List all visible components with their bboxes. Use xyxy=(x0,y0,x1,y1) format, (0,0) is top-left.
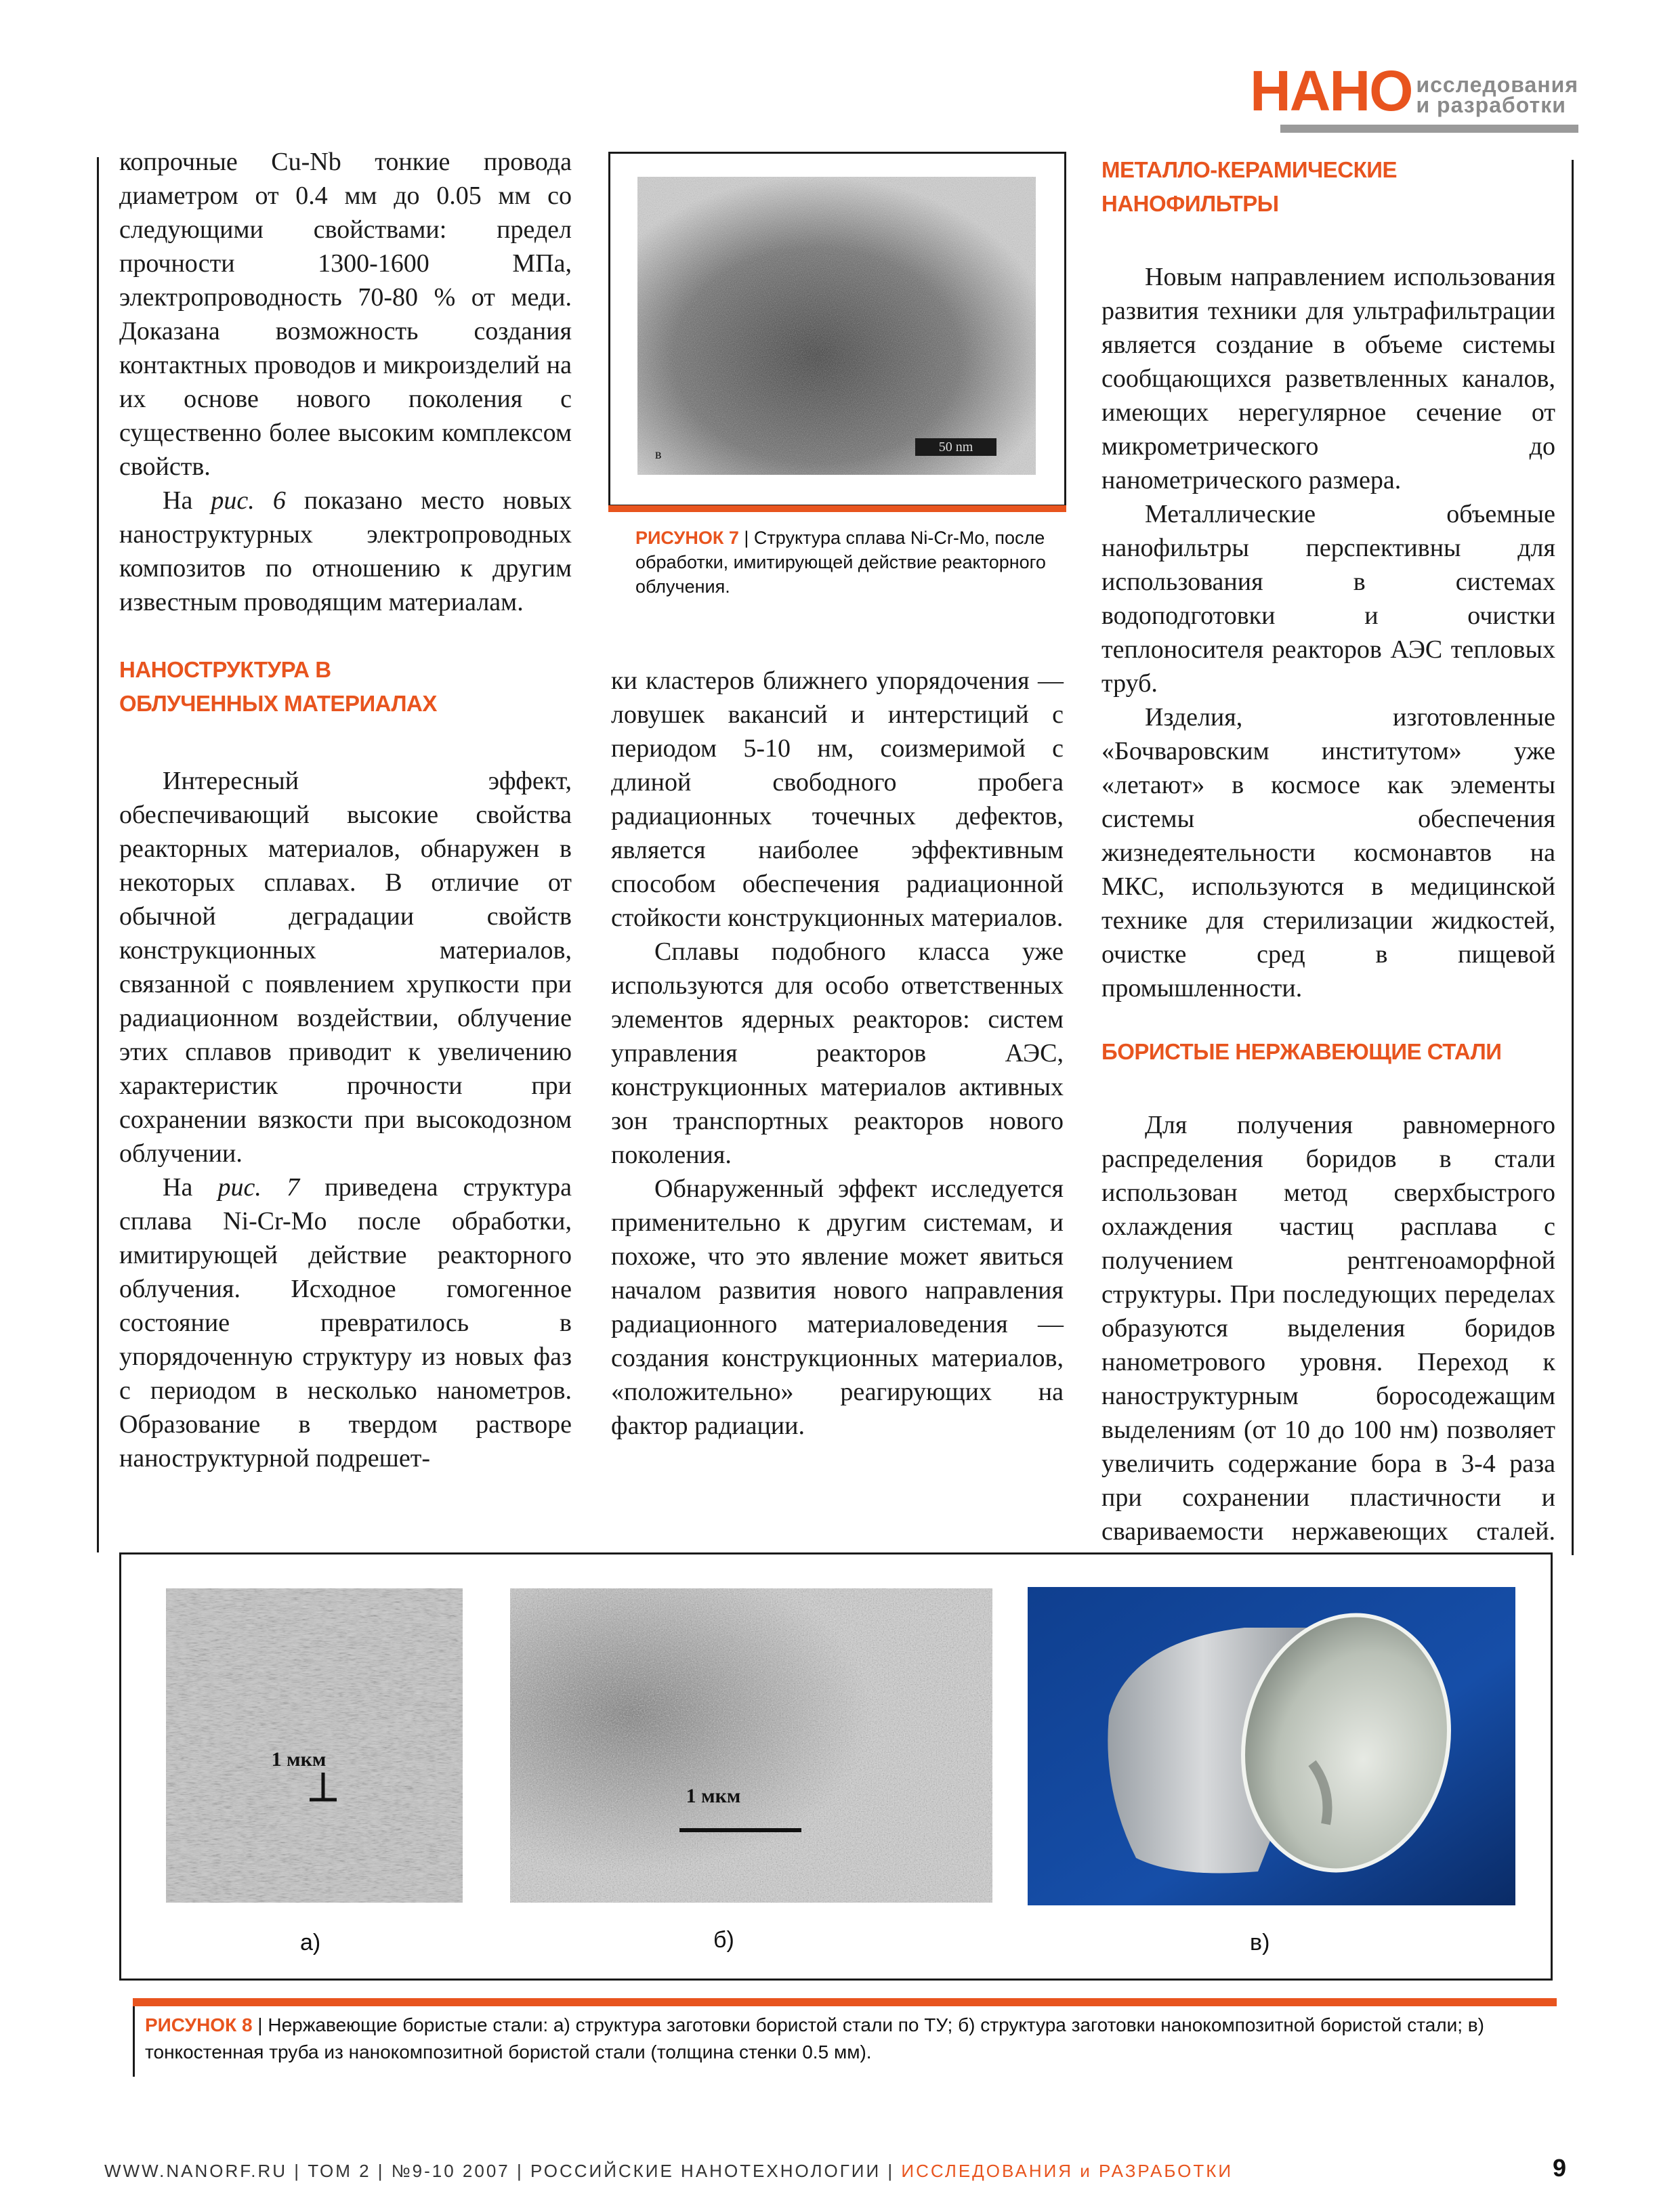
logo-sub-line1: исследования xyxy=(1416,72,1578,97)
col3-paragraph-4: Для получения равномерного распределения боридов в стали использован метод сверхбыстрого охлаждения частиц расплава с получением рентгеноаморфной структуры. При последующих переделах образуются выделения боридов нанометрового уровня. Переход к наноструктурным боросодежащим выделениям (от 10 до 100 нм) позволяет увеличить содержание бора в 3-4 раза при сохранении пластичности и свариваемости нержавеющих сталей. xyxy=(1101,1111,1555,1546)
figure-7-corner-letter: в xyxy=(655,447,662,462)
column-3 xyxy=(1101,153,1555,1582)
caption-rule-left xyxy=(133,2006,135,2077)
figure-8-label: РИСУНОК 8 xyxy=(145,2014,253,2035)
col3-paragraph-3: Изделия, изготовленные «Бочваровским институтом» уже «летают» в космосе как элементы системы обеспечения жизнедеятельности космонавтов на МКС, используются в медицинской технике для стерилизации жидкостей, очистке сред в пищевой промышленности. xyxy=(1101,703,1555,1002)
figure-7-label: РИСУНОК 7 xyxy=(635,528,739,548)
column-rule-left xyxy=(97,157,99,1552)
figure-8-accent-bar xyxy=(133,1998,1557,2006)
col1-paragraph-1: копрочные Cu-Nb тонкие провода диаметром от 0.4 мм до 0.05 мм со следующими свойствами: предел прочности 1300-1600 МПа, электропроводность 70-80 % от меди. Доказана возможность создания контактных проводов и микроизделий на их основе нового поколения с существенно более высоким комплексом свойств. xyxy=(119,148,572,481)
logo-sub-line2: и разработки xyxy=(1416,93,1566,117)
figure-8-caption: РИСУНОК 8 | Нержавеющие бористые стали: а) структура заготовки бористой стали по ТУ; б) структура заготовки нанокомпозитной бористой стали; в) тонкостенная труба из нанокомпозитной бористой стали (толщина стенки 0.5 мм). xyxy=(145,2014,1485,2062)
column-rule-right xyxy=(1572,160,1574,1555)
figure-7-caption: РИСУНОК 7 | Структура сплава Ni-Cr-Mo, после обработки, имитирующей действие реакторного облучения. xyxy=(635,528,1046,597)
col2-paragraph-1: ки кластеров ближнего упорядочения — ловушек вакансий и интерстиций с периодом 5-10 нм, соизмеримой с длиной свободного пробега радиационных точечных дефектов, является наиболее эффективным способом обеспечения радиационной стойкости конструкционных материалов. xyxy=(611,667,1064,932)
page-number: 9 xyxy=(1552,2154,1566,2182)
col1-paragraph-3: Интересный эффект, обеспечивающий высокие свойства реакторных материалов, обнаружен в некоторых сплавах. В отличие от обычной деградации свойств конструкционных материалов, связанной с появлением хрупкости при радиационном воздействии, облучение этих сплавов приводит к увеличению характеристик прочности при сохранении вязкости при высокодозном облучении. xyxy=(119,767,572,1168)
col3-paragraph-1: Новым направлением использования развития техники для ультрафильтрации является создание в объеме системы сообщающихся разветвленных каналов, имеющих нерегулярное сечение от микрометрического до нанометрического размера. xyxy=(1101,263,1555,494)
figure-7-caption-text: Структура сплава Ni-Cr-Mo, после обработки, имитирующей действие реакторного облучения. xyxy=(635,528,1046,597)
journal-logo xyxy=(1250,59,1578,123)
header-bar xyxy=(1280,125,1578,133)
figure-7-accent-bar xyxy=(608,505,1066,512)
figure-ref-7: рис. 7 xyxy=(217,1173,300,1202)
figure-8-panel-c-label: в) xyxy=(1250,1930,1270,1955)
figure-8-panel-c-image xyxy=(1028,1587,1515,1905)
logo-main: НАНО xyxy=(1250,59,1412,123)
column-2 xyxy=(611,664,1064,1443)
figure-ref-6: рис. 6 xyxy=(211,486,286,515)
footer-journal-info: WWW.NANORF.RU | ТОМ 2 | №9-10 2007 | РОССИЙСКИЕ НАНОТЕХНОЛОГИИ | xyxy=(104,2161,902,2181)
section-heading-boron-steels: БОРИСТЫЕ НЕРЖАВЕЮЩИЕ СТАЛИ xyxy=(1101,1039,1502,1064)
figure-8-caption-text: Нержавеющие бористые стали: а) структура заготовки бористой стали по ТУ; б) структура заготовки нанокомпозитной бористой стали; в) тонкостенная труба из нанокомпозитной бористой стали (толщина стенки 0.5 мм). xyxy=(145,2014,1485,2062)
section-heading-nanofilters: МЕТАЛЛО-КЕРАМИЧЕСКИЕ НАНОФИЛЬТРЫ xyxy=(1101,157,1397,216)
col3-paragraph-2: Металлические объемные нанофильтры перспективны для использования в системах водоподготовки и очистки теплоносителя реакторов АЭС тепловых труб. xyxy=(1101,500,1555,698)
figure-8-frame xyxy=(119,1552,1553,1981)
logo-subtitle xyxy=(1416,72,1578,119)
figure-8-panel-b-image xyxy=(510,1588,992,1903)
figure-8-panel-a-scale: 1 мкм xyxy=(271,1748,327,1771)
column-1 xyxy=(119,145,572,1475)
figure-7-micrograph xyxy=(637,177,1036,475)
figure-7-frame xyxy=(608,152,1066,507)
footer-section-name: ИССЛЕДОВАНИЯ и РАЗРАБОТКИ xyxy=(901,2161,1234,2181)
page-footer xyxy=(104,2161,1233,2182)
figure-7-scale: 50 nm xyxy=(938,440,973,454)
figure-8-panel-b-scale: 1 мкм xyxy=(686,1785,741,1807)
col2-paragraph-2: Сплавы подобного класса уже используются для особо ответственных элементов ядерных реакторов: систем управления реакторов АЭС, конструкционных материалов активных зон транспортных реакторов нового поколения. xyxy=(611,937,1064,1169)
figure-8-panel-a-label: а) xyxy=(300,1930,321,1955)
col1-paragraph-2: На рис. 6 показано место новых наноструктурных электропроводных композитов по отношению к другим известным проводящим материалам. xyxy=(119,486,572,616)
section-heading-irradiated: НАНОСТРУКТУРА В ОБЛУЧЕННЫХ МАТЕРИАЛАХ xyxy=(119,657,437,716)
col2-paragraph-3: Обнаруженный эффект исследуется применительно к другим системам, и похоже, что это явление может явиться началом развития нового направления радиационного материаловедения — создания конструкционных материалов, «положительно» реагирующих на фактор радиации. xyxy=(611,1175,1064,1440)
figure-8-panel-b-label: б) xyxy=(713,1927,734,1953)
col1-paragraph-4: На рис. 7 приведена структура сплава Ni-Cr-Mo после обработки, имитирующей действие реакторного облучения. Исходное гомогенное состояние превратилось в упорядоченную структуру из новых фаз с периодом в несколько нанометров. Образование в твердом растворе наноструктурной подрешет- xyxy=(119,1173,572,1473)
figure-8-panel-a-image xyxy=(166,1588,463,1903)
